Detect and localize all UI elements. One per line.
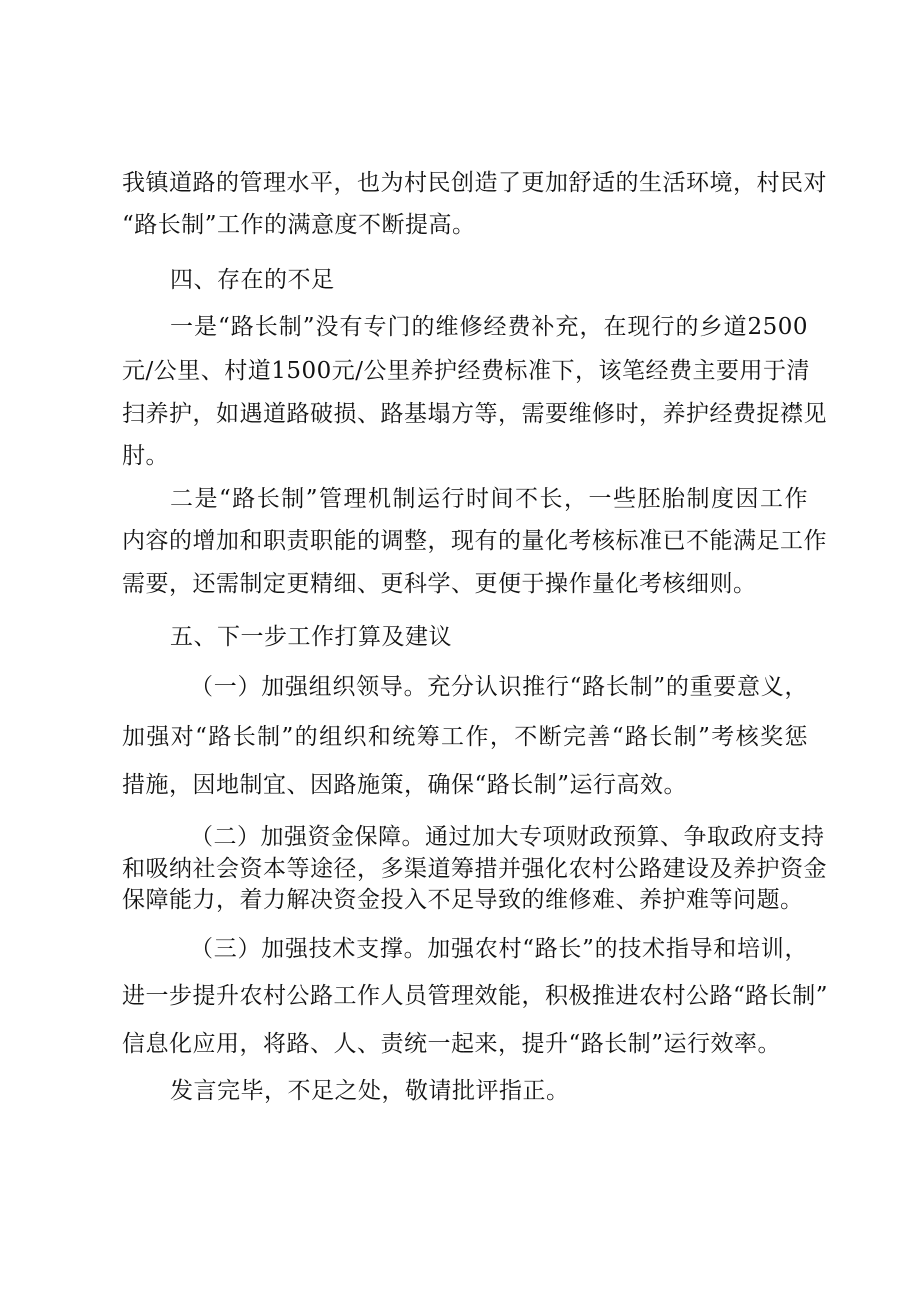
section-5-p2-line-3: 保障能力，着力解决资金投入不足导致的维修难、养护难等问题。 [122, 887, 804, 913]
section-5-p3-line-1: （三）加强技术支撑。加强农村“路长”的技术指导和培训， [190, 936, 808, 962]
section-5-p2-line-1: （二）加强资金保障。通过加大专项财政预算、争取政府支持 [190, 824, 825, 850]
intro-line-2: “路长制”工作的满意度不断提高。 [122, 212, 476, 238]
section-5-p1-line-2: 加强对“路长制”的组织和统筹工作，不断完善“路长制”考核奖惩 [122, 724, 808, 750]
section-5-heading: 五、下一步工作打算及建议 [170, 624, 452, 650]
section-5-p3-line-2: 进一步提升农村公路工作人员管理效能，积极推进农村公路“路长制” [122, 983, 829, 1009]
section-4-heading: 四、存在的不足 [170, 267, 335, 293]
intro-line-1: 我镇道路的管理水平，也为村民创造了更加舒适的生活环境，村民对 [122, 170, 827, 196]
section-4-p2-line-3: 需要，还需制定更精细、更科学、更便于操作量化考核细则。 [122, 571, 757, 597]
section-4-p1-line-1: 一是“路长制”没有专门的维修经费补充，在现行的乡道2500 [170, 314, 808, 340]
closing-remark: 发言完毕，不足之处，敬请批评指正。 [170, 1078, 570, 1104]
section-4-p1-line-4: 肘。 [122, 443, 169, 469]
section-4-p2-line-2: 内容的增加和职责职能的调整，现有的量化考核标准已不能满足工作 [122, 528, 827, 554]
section-5-p3-line-3: 信息化应用，将路、人、责统一起来，提升“路长制”运行效率。 [122, 1031, 782, 1057]
section-4-p1-line-2: 元/公里、村道1500元/公里养护经费标准下，该笔经费主要用于清 [122, 358, 811, 384]
section-5-p2-line-2: 和吸纳社会资本等途径，多渠道筹措并强化农村公路建设及养护资金 [122, 856, 827, 882]
section-4-p1-line-3: 扫养护，如遇道路破损、路基塌方等，需要维修时，养护经费捉襟见 [122, 401, 827, 427]
section-5-p1-line-3: 措施，因地制宜、因路施策，确保“路长制”运行高效。 [122, 772, 688, 798]
section-4-p2-line-1: 二是“路长制”管理机制运行时间不长，一些胚胎制度因工作 [170, 486, 808, 512]
section-5-p1-line-1: （一）加强组织领导。充分认识推行“路长制”的重要意义， [190, 674, 808, 700]
